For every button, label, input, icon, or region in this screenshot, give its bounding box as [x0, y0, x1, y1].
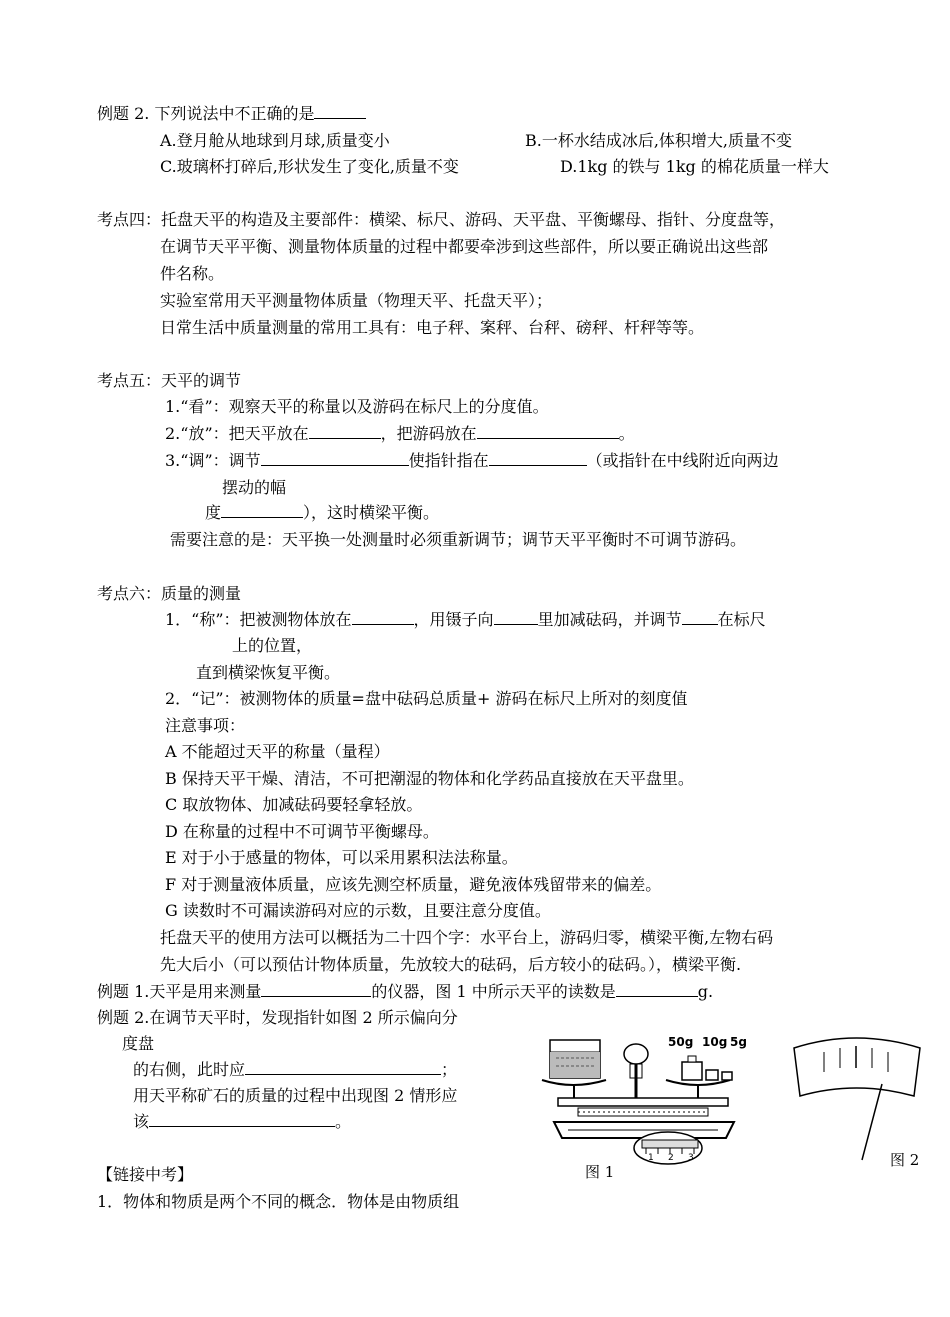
example-1: 例题 1.天平是用来测量 的仪器，图 1 中所示天平的读数是 g. [97, 982, 714, 1001]
example-2b-line2: 度盘 [122, 1034, 155, 1053]
point5-item1: 1.“看”：观察天平的称量以及游码在标尺上的分度值。 [165, 397, 549, 416]
note-item: C 取放物体、加减砝码要轻拿轻放。 [165, 795, 423, 814]
link-title: 【链接中考】 [97, 1165, 194, 1184]
note-item: E 对于小于感量的物体，可以采用累积法法称量。 [165, 848, 518, 867]
weight-label: 5g [730, 1035, 747, 1049]
point6-item1-cont: 上的位置， [232, 636, 313, 655]
figure-2-dial [790, 1032, 925, 1162]
link-question-1: 1．物体和物质是两个不同的概念．物体是由物质组 [97, 1192, 460, 1211]
scale-label: 3 [688, 1153, 694, 1163]
option-c: C.玻璃杯打碎后,形状发生了变化,质量不变 [160, 157, 459, 176]
weight-10g-icon [706, 1070, 718, 1080]
example-2b-line3: 的右侧，此时应 ； [133, 1060, 458, 1079]
example-2b-line1: 例题 2.在调节天平时，发现指针如图 2 所示偏向分 [97, 1008, 458, 1027]
point5-item2: 2.“放”：把天平放在 ，把游码放在 。 [165, 424, 635, 443]
pointer [862, 1084, 882, 1160]
note-item: F 对于测量液体质量，应该先测空杯质量，避免液体残留带来的偏差。 [165, 875, 662, 894]
figure-1-caption: 图 1 [585, 1163, 615, 1181]
note-item: B 保持天平干燥、清洁，不可把潮湿的物体和化学药品直接放在天平盘里。 [165, 769, 694, 788]
point4-line2: 在调节天平平衡、测量物体质量的过程中都要牵涉到这些部件，所以要正确说出这些部 [160, 237, 769, 256]
point4-line1: 考点四：托盘天平的构造及主要部件：横梁、标尺、游码、天平盘、平衡螺母、指针、分度盘等， [97, 210, 786, 229]
scale-label: 2 [668, 1153, 674, 1163]
point5-note: 需要注意的是：天平换一处测量时必须重新调节；调节天平平衡时不可调节游码。 [170, 530, 747, 549]
weight-label: 50g [668, 1035, 694, 1049]
note-item: A 不能超过天平的称量（量程） [165, 742, 390, 761]
point6-item2: 2．“记”：被测物体的质量=盘中砝码总质量+ 游码在标尺上所对的刻度值 [165, 689, 688, 708]
point6-item1: 1．“称”：把被测物体放在 ，用镊子向 里加减砝码，并调节 在标尺 [165, 610, 766, 629]
beam [558, 1098, 728, 1106]
note-item: D 在称量的过程中不可调节平衡螺母。 [165, 822, 439, 841]
point5-title: 考点五：天平的调节 [97, 371, 242, 390]
example-2-question: 例题 2. 下列说法中不正确的是 [97, 104, 366, 124]
option-b: B.一杯水结成冰后,体积增大,质量不变 [525, 131, 793, 150]
figure-2-caption: 图 2 [890, 1151, 920, 1169]
point4-line5: 日常生活中质量测量的常用工具有：电子秤、案秤、台秤、磅秤、杆秤等等。 [160, 318, 705, 337]
summary-line1: 托盘天平的使用方法可以概括为二十四个字：水平台上，游码归零，横梁平衡,左物右码 [160, 928, 774, 947]
point5-item3-end: 度 ），这时横梁平衡。 [205, 503, 440, 522]
summary-line2: 先大后小（可以预估计物体质量，先放较大的砝码，后方较小的砝码。），横梁平衡. [160, 955, 742, 974]
notes-title: 注意事项： [165, 716, 246, 735]
option-a: A.登月舱从地球到月球,质量变小 [160, 131, 390, 150]
point6-title: 考点六：质量的测量 [97, 584, 242, 603]
example-2b-line4: 用天平称矿石的质量的过程中出现图 2 情形应 [133, 1086, 458, 1105]
weight-50g-icon [682, 1062, 702, 1080]
point5-item3: 3.“调”：调节 使指针指在 （或指针在中线附近向两边 [165, 451, 779, 470]
note-item: G 读数时不可漏读游码对应的示数，且要注意分度值。 [165, 901, 551, 920]
point6-item1-end: 直到横梁恢复平衡。 [196, 663, 341, 682]
weight-5g-icon [722, 1072, 732, 1080]
weight-label: 10g [702, 1035, 728, 1049]
scale-label: 1 [648, 1153, 654, 1163]
point4-line4: 实验室常用天平测量物体质量（物理天平、托盘天平）； [160, 291, 553, 310]
point5-item3-cont: 摆动的幅 [222, 478, 287, 497]
point4-line3: 件名称。 [160, 264, 225, 283]
figure-1-balance [538, 1030, 763, 1165]
example-2b-line5: 该 。 [133, 1112, 352, 1131]
option-d: D.1kg 的铁与 1kg 的棉花质量一样大 [560, 157, 829, 176]
